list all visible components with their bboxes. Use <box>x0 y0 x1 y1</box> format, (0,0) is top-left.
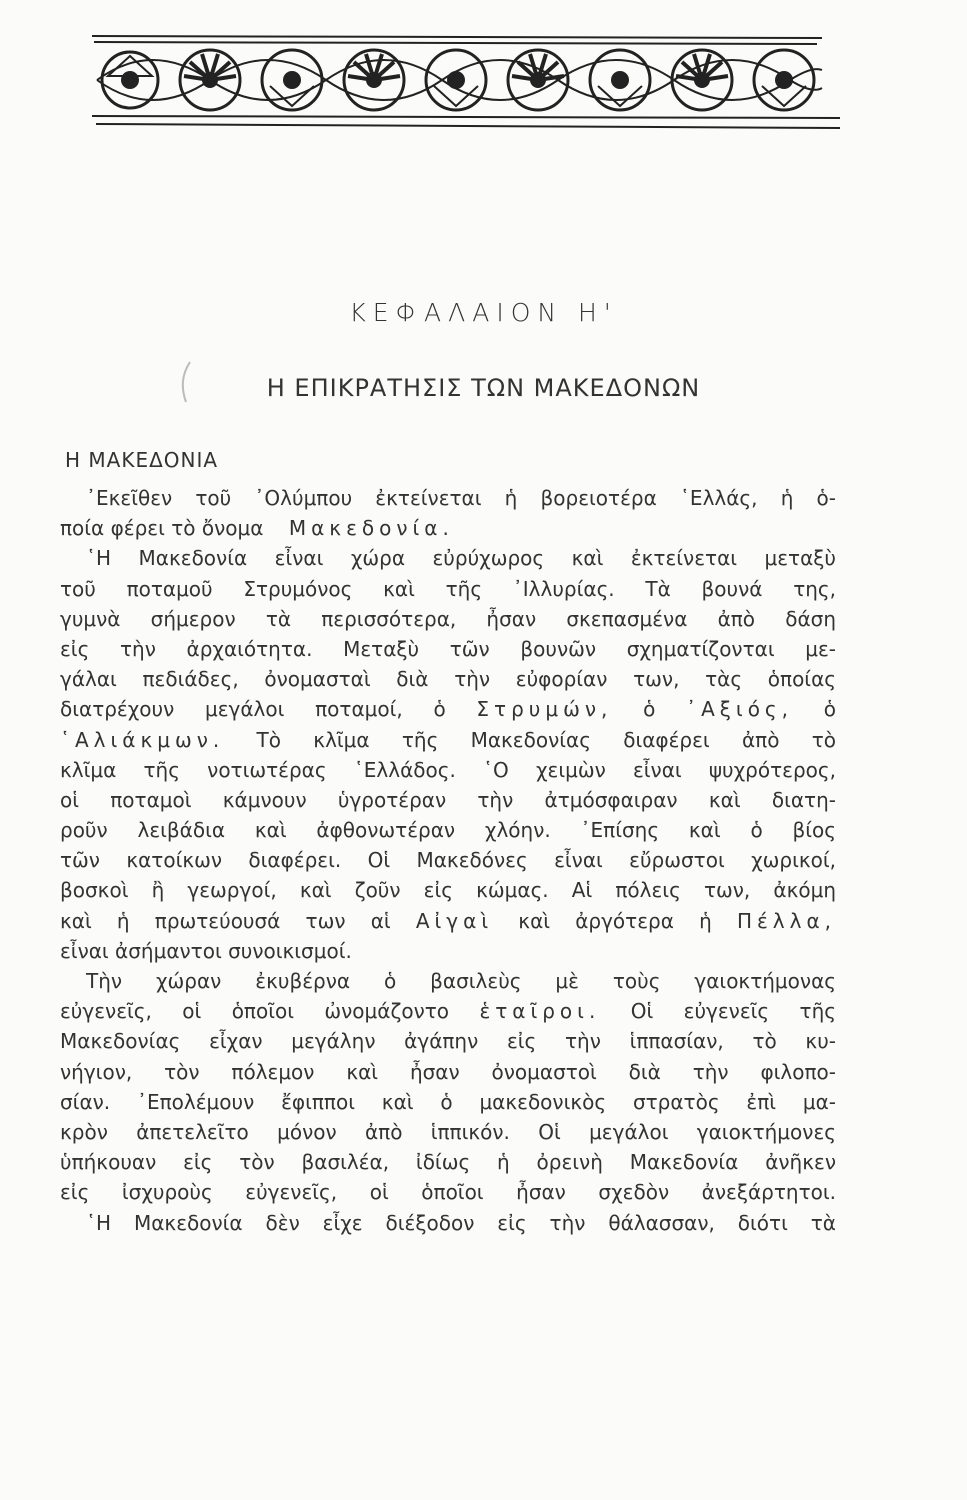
text-span: Οἱ εὐγενεῖς τῆς <box>630 999 837 1024</box>
text-line: Μακεδονίας εἶχαν μεγάλην ἀγάπην εἰς τὴν ἱππασίαν, τὸ κυ- <box>60 1029 836 1054</box>
text-span: ὁ <box>643 697 656 722</box>
text-line <box>60 725 836 755</box>
text-span: ὁ <box>823 697 837 722</box>
body-text <box>60 483 836 1238</box>
text-line <box>60 996 836 1026</box>
emphasized-word: Μακεδονία. <box>288 516 454 541</box>
text-span: διατρέχουν μεγάλοι ποταμοί, ὁ <box>60 697 446 722</box>
text-line: οἱ ποταμοὶ κάμνουν ὑγροτέραν τὴν ἀτμόσφαιραν καὶ διατη- <box>60 787 836 812</box>
emphasized-word: Αἰγαὶ <box>415 908 494 933</box>
emphasized-word: ἑταῖροι. <box>479 999 601 1024</box>
text-line: ῾Η Μακεδονία δὲν εἶχε διέξοδον εἰς τὴν θάλασσαν, διότι τὰ <box>86 1210 836 1235</box>
text-line: γυμνὰ σήμερον τὰ περισσότερα, ἦσαν σκεπασμένα ἀπὸ δάση <box>60 606 836 631</box>
chapter-label: ΚΕΦΑΛΑΙΟΝ Η' <box>349 298 618 327</box>
text-line: ῾Η Μακεδονία εἶναι χώρα εὐρύχωρος καὶ ἐκτείνεται μεταξὺ <box>86 546 836 571</box>
emphasized-word: ᾿Αξιός, <box>686 697 794 722</box>
text-line: ροῦν λειβάδια καὶ ἀφθονωτέραν χλόην. ᾿Επίσης καὶ ὁ βίος <box>60 818 836 843</box>
text-line: τοῦ ποταμοῦ Στρυμόνος καὶ τῆς ᾿Ιλλυρίας. Τὰ βουνά της, <box>60 576 836 601</box>
emphasized-word: Πέλλα, <box>736 908 836 933</box>
section-heading: Η ΜΑΚΕΔΟΝΙΑ <box>65 448 219 472</box>
text-line: σίαν. ᾿Επολέμουν ἔφιπποι καὶ ὁ μακεδονικὸς στρατὸς ἐπὶ μα- <box>60 1089 836 1114</box>
text-line: Τὴν χώραν ἐκυβέρνα ὁ βασιλεὺς μὲ τοὺς γαιοκτήμονας <box>86 969 836 993</box>
emphasized-word: Στρυμών, <box>476 697 613 722</box>
text-span: καὶ ἀργότερα ἡ <box>518 908 712 933</box>
emphasized-word: ῾Αλιάκμων. <box>60 727 225 752</box>
text-line: εἶναι ἀσήμαντοι συνοικισμοί. <box>60 938 352 963</box>
text-span: καὶ ἡ πρωτεύουσά των αἱ <box>60 908 391 933</box>
text-line: γάλαι πεδιάδες, ὀνομασταὶ διὰ τὴν εὐφορίαν των, τὰς ὁποίας <box>60 667 836 692</box>
text-line: ᾿Εκεῖθεν τοῦ ᾿Ολύμπου ἐκτείνεται ἡ βορειοτέρα ῾Ελλάς, ἡ ὁ- <box>86 486 836 510</box>
text-line: βοσκοὶ ἢ γεωργοί, καὶ ζοῦν εἰς κώμας. Αἱ πόλεις των, ἀκόμη <box>60 878 836 903</box>
text-line <box>60 906 836 936</box>
text-line <box>60 513 836 543</box>
text-span: εὐγενεῖς, οἱ ὁποῖοι ὠνομάζοντο <box>60 999 450 1024</box>
text-line: εἰς ἰσχυροὺς εὐγενεῖς, οἱ ὁποῖοι ἦσαν σχεδὸν ἀνεξάρτητοι. <box>60 1180 836 1205</box>
text-line: νήγιον, τὸν πόλεμον καὶ ἦσαν ὀνομαστοὶ διὰ τὴν φιλοπο- <box>60 1059 836 1084</box>
chapter-title: Η ΕΠΙΚΡΑΤΗΣΙΣ ΤΩΝ ΜΑΚΕΔΟΝΩΝ <box>266 374 701 402</box>
text-line: εἰς τὴν ἀρχαιότητα. Μεταξὺ τῶν βουνῶν σχηματίζονται με- <box>60 636 836 661</box>
text-line <box>60 694 836 724</box>
text-span: Τὸ κλῖμα τῆς Μακεδονίας διαφέρει ἀπὸ τὸ <box>256 727 836 752</box>
text-span: ποία φέρει τὸ ὄνομα <box>60 516 264 541</box>
palmette-frieze-ornament <box>92 30 840 130</box>
text-line: τῶν κατοίκων διαφέρει. Οἱ Μακεδόνες εἶναι εὔρωστοι χωρικοί, <box>60 848 836 873</box>
text-line: ὑπήκουαν εἰς τὸν βασιλέα, ἰδίως ἡ ὀρεινὴ Μακεδονία ἀνῆκεν <box>60 1150 836 1175</box>
text-line: κρὸν ἀπετελεῖτο μόνον ἀπὸ ἱππικόν. Οἱ μεγάλοι γαιοκτήμονες <box>60 1119 836 1144</box>
text-line: κλῖμα τῆς νοτιωτέρας ῾Ελλάδος. ῾Ο χειμὼν εἶναι ψυχρότερος, <box>60 757 836 782</box>
